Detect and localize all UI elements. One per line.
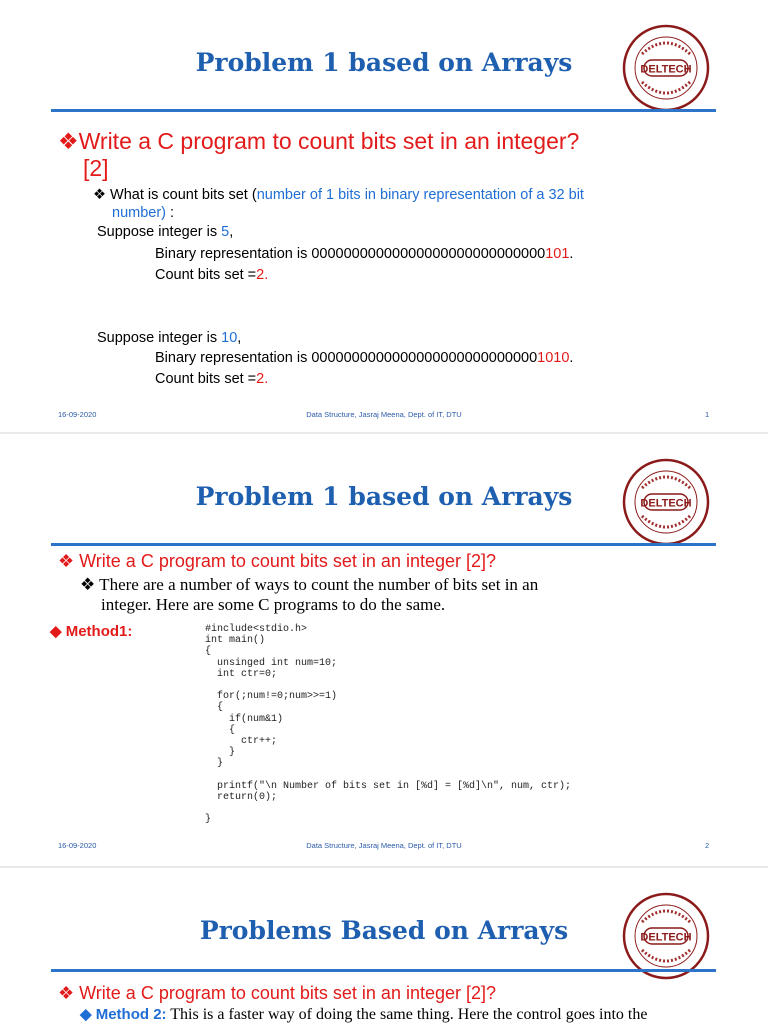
example-2-label xyxy=(97,329,241,347)
logo-text: DELTECH xyxy=(640,931,692,944)
ex1-bin-label: Binary representation is 00000000000000000000000000000 xyxy=(155,246,546,262)
sub-blue-1: number of 1 bits in binary representation of a 32 bit xyxy=(256,187,584,203)
example-2-binary: Binary representation is 00000000000000000000000000001010. xyxy=(155,350,574,366)
slide-title: Problem 1 based on Arrays xyxy=(195,48,573,77)
ex1-comma: , xyxy=(229,224,234,240)
code-block: #include<stdio.h> int main() { unsinged int num=10; int ctr=0; for(;num!=0;num>>=1) { if(num&1) { ctr++; } } printf("\n Number of bits set in [%d] = [%d]\n", num, ctr); return(0); } xyxy=(205,624,572,826)
slide-title: Problem 1 based on Arrays xyxy=(195,482,573,511)
ex2-comma: , xyxy=(237,330,242,346)
slide-title: Problems Based on Arrays xyxy=(199,916,569,945)
example-1-count xyxy=(155,266,268,284)
example-2-count xyxy=(155,370,268,388)
ex2-count-red: 2. xyxy=(256,371,269,387)
sub-prefix: ❖ What is count bits set ( xyxy=(93,187,257,203)
heading: ❖ Write a C program to count bits set in an integer [2]? xyxy=(58,551,497,571)
ex1-count-red: 2. xyxy=(256,267,269,283)
sub-bullet xyxy=(93,186,584,204)
method-2-text: This is a faster way of doing the same thing. Here the control goes into the xyxy=(166,1006,648,1023)
logo-text: DELTECH xyxy=(640,63,692,76)
heading: ❖ Write a C program to count bits set in an integer [2]? xyxy=(58,983,497,1003)
sub-blue-2: number) xyxy=(112,205,166,221)
logo-text: DELTECH xyxy=(640,497,692,510)
dtu-logo-icon xyxy=(622,892,710,980)
ex2-value: 10 xyxy=(221,330,238,346)
footer-date: 16-09-2020 xyxy=(58,410,97,419)
heading-line-1: ❖Write a C program to count bits set in an integer? xyxy=(58,128,580,154)
ex2-count-label: Count bits set = xyxy=(155,371,257,387)
title-rule xyxy=(51,109,716,112)
heading-line-2: [2] xyxy=(83,155,109,181)
method-1-label: ◆ Method1: xyxy=(50,623,133,640)
example-1-binary: Binary representation is 00000000000000000000000000000101. xyxy=(155,246,574,262)
footer-center: Data Structure, Jasraj Meena, Dept. of IT, DTU xyxy=(306,410,462,419)
ex1-value: 5 xyxy=(221,224,230,240)
example-1-label xyxy=(97,223,233,241)
title-rule xyxy=(51,543,716,546)
slide-3 xyxy=(0,868,768,1024)
dtu-logo-icon xyxy=(622,24,710,112)
ex1-count-label: Count bits set = xyxy=(155,267,257,283)
sub-line-2: integer. Here are some C programs to do the same. xyxy=(101,595,446,614)
method-2-label: ◆ Method 2: xyxy=(80,1006,167,1023)
ex2-bin-red: 1010 xyxy=(537,350,570,366)
footer-page: 2 xyxy=(705,841,710,850)
ex1-label-text: Suppose integer is xyxy=(97,224,222,240)
dtu-logo-icon xyxy=(622,458,710,546)
footer-page: 1 xyxy=(705,410,710,419)
ex2-label-text: Suppose integer is xyxy=(97,330,222,346)
slide-1 xyxy=(0,0,768,432)
slide-2 xyxy=(0,434,768,866)
footer-date: 16-09-2020 xyxy=(58,841,97,850)
sub-bullet-cont xyxy=(112,204,174,222)
sub-suffix: : xyxy=(166,205,175,221)
sub-line-1: ❖ There are a number of ways to count the number of bits set in an xyxy=(80,575,539,594)
ex2-bin-label: Binary representation is 0000000000000000000000000000 xyxy=(155,350,538,366)
footer-center: Data Structure, Jasraj Meena, Dept. of IT, DTU xyxy=(306,841,462,850)
ex1-bin-red: 101 xyxy=(545,246,570,262)
method-2-line xyxy=(80,1006,647,1024)
title-rule xyxy=(51,969,716,972)
